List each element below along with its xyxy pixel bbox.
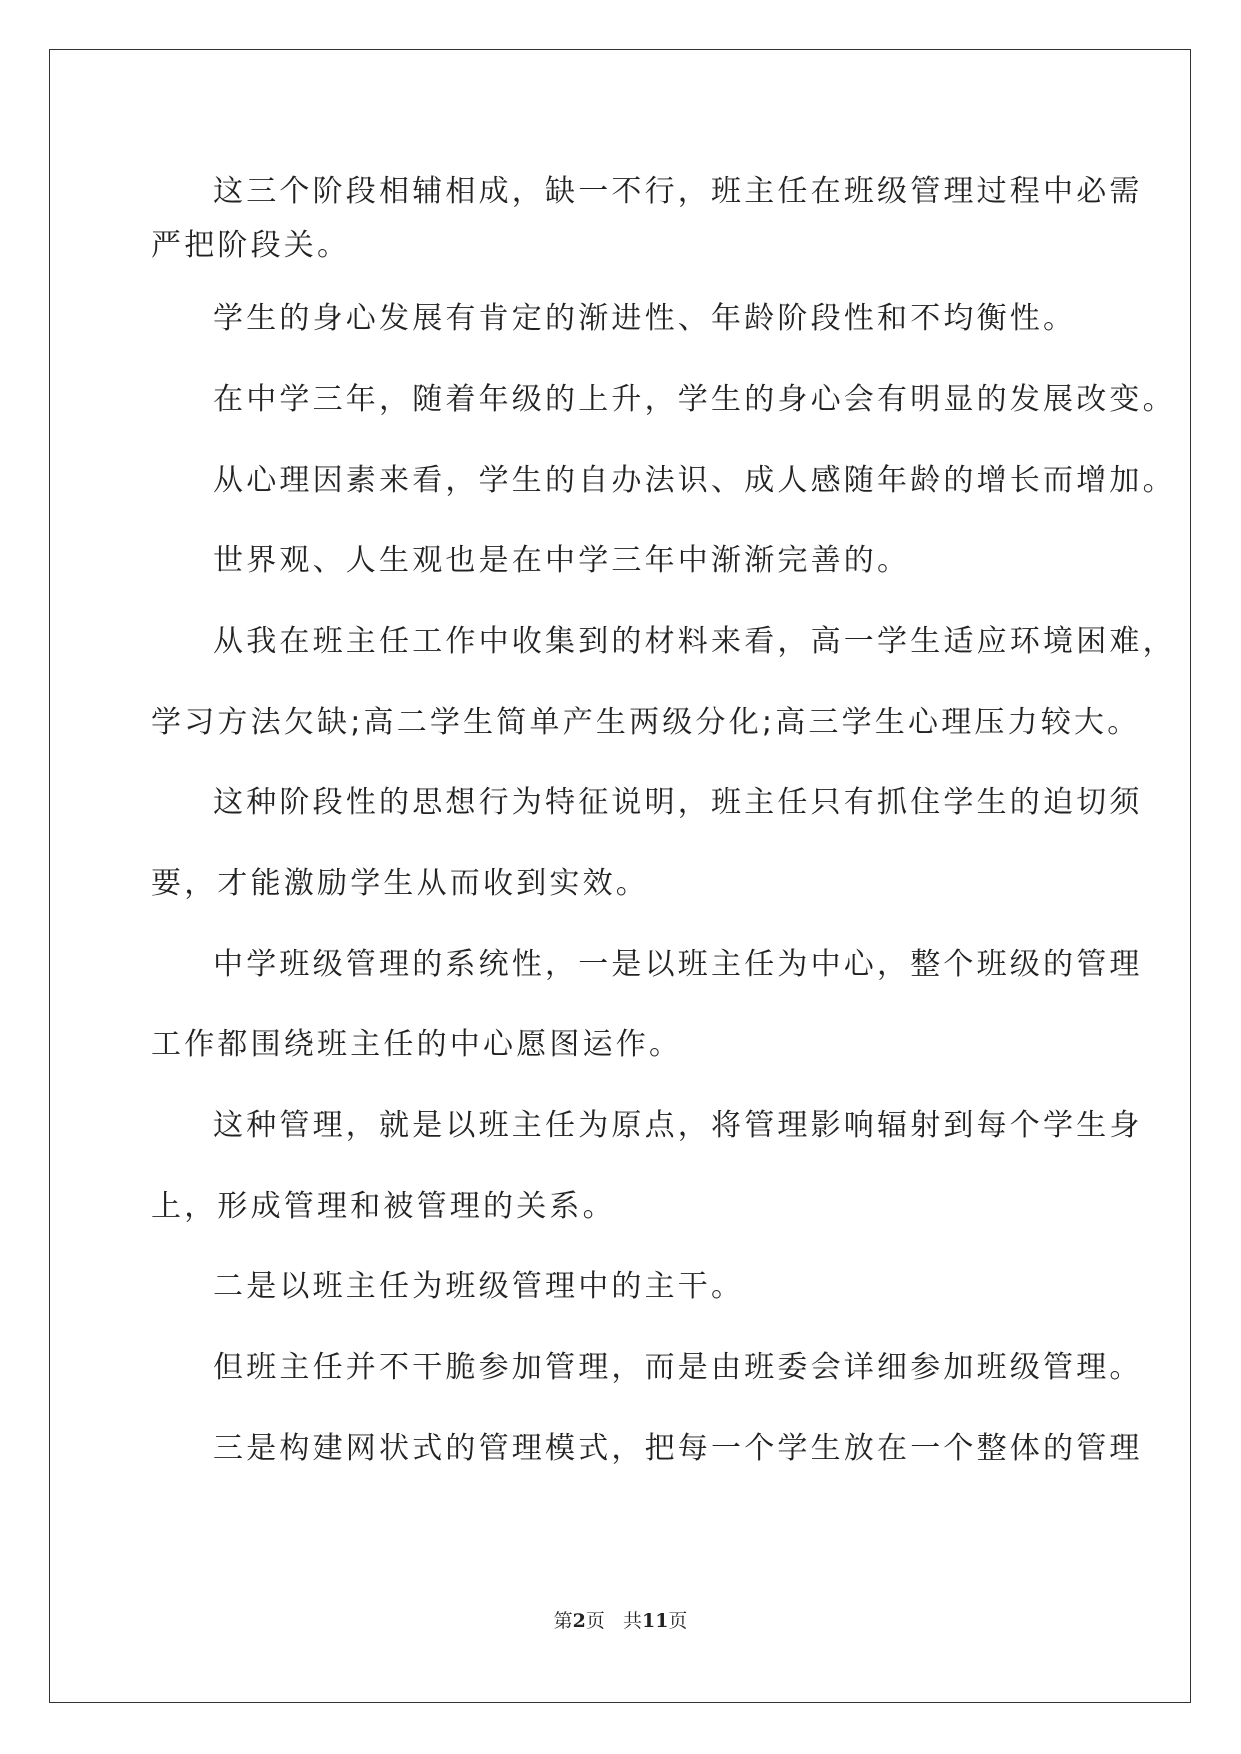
text-line: 中学班级管理的系统性，一是以班主任为中心，整个班级的管理 [213,947,1143,982]
page-number: 2 [572,1610,586,1632]
footer-prefix: 第 [553,1610,573,1632]
text-line: 在中学三年，随着年级的上升，学生的身心会有明显的发展改变。 [213,382,1176,417]
text-line: 三是构建网状式的管理模式，把每一个学生放在一个整体的管理 [213,1431,1143,1466]
text-line: 二是以班主任为班级管理中的主干。 [213,1269,745,1304]
text-line: 学生的身心发展有肯定的渐进性、年龄阶段性和不均衡性。 [213,301,1077,336]
text-line: 这三个阶段相辅相成，缺一不行，班主任在班级管理过程中必需 [213,174,1143,209]
text-line: 但班主任并不干脆参加管理，而是由班委会详细参加班级管理。 [213,1350,1143,1385]
text-line: 从我在班主任工作中收集到的材料来看，高一学生适应环境困难， [213,624,1176,659]
footer-total-suffix: 页 [668,1610,688,1632]
text-line: 这种管理，就是以班主任为原点，将管理影响辐射到每个学生身 [213,1108,1143,1143]
text-line: 这种阶段性的思想行为特征说明，班主任只有抓住学生的迫切须 [213,785,1143,820]
total-pages: 11 [641,1610,669,1632]
footer-total-prefix: 共 [622,1610,642,1632]
text-line: 学习方法欠缺;高二学生简单产生两级分化;高三学生心理压力较大。 [151,705,1141,740]
text-line: 世界观、人生观也是在中学三年中渐渐完善的。 [213,543,911,578]
page-footer [0,1609,1241,1633]
text-line: 上，形成管理和被管理的关系。 [151,1189,616,1224]
text-line: 从心理因素来看，学生的自办法识、成人感随年龄的增长而增加。 [213,463,1176,498]
text-line: 要，才能激励学生从而收到实效。 [151,866,649,901]
footer-page-suffix: 页 [585,1610,605,1632]
text-line: 严把阶段关。 [151,228,351,263]
text-line: 工作都围绕班主任的中心愿图运作。 [151,1027,683,1062]
